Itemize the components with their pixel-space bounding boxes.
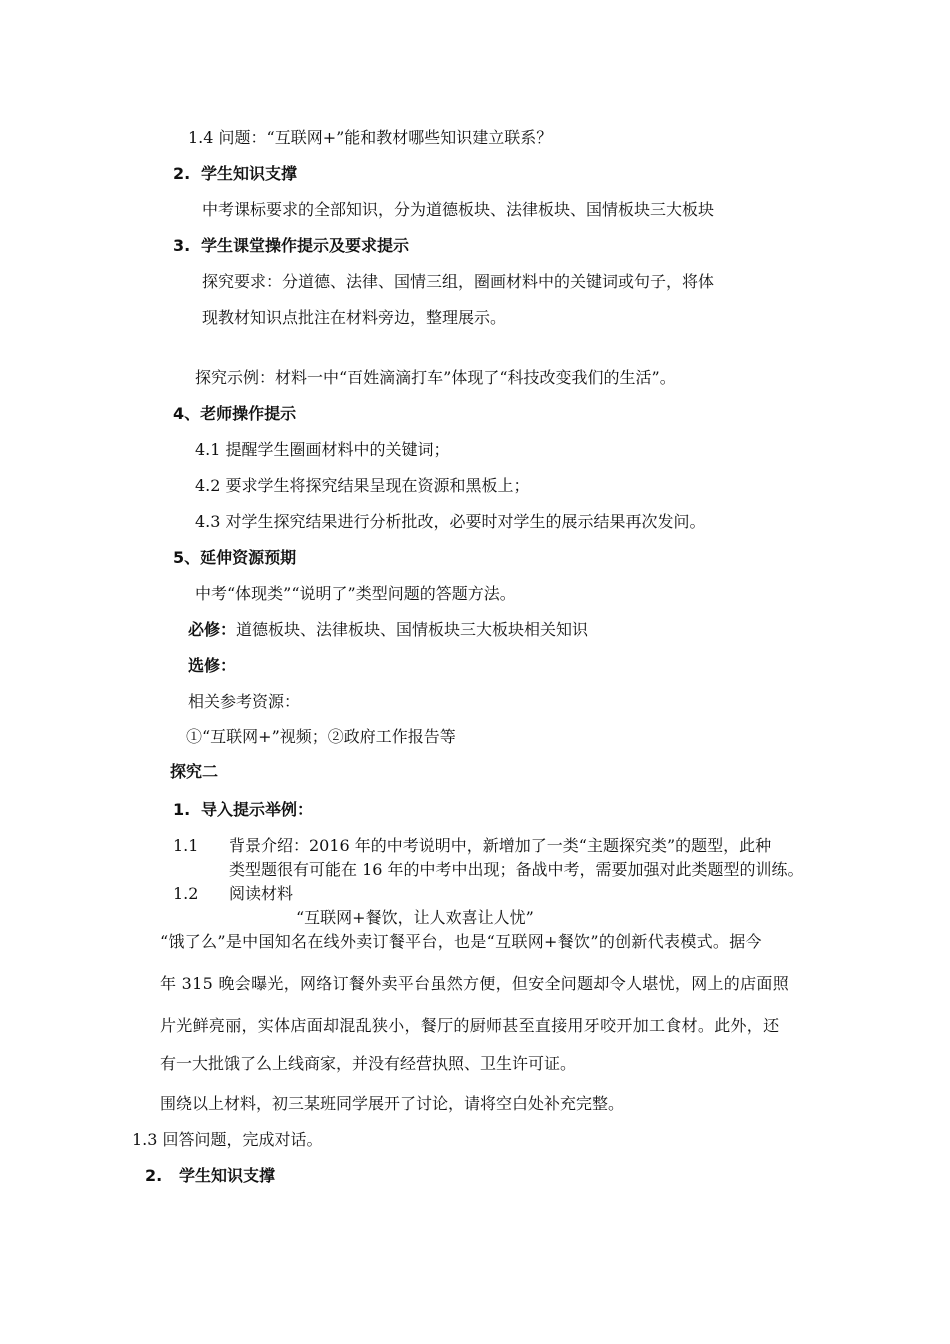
section-heading-5: 5、延伸资源预期 (173, 548, 297, 567)
heading-number: 2. (173, 164, 191, 183)
item-number: 1.1 (173, 836, 199, 855)
teacher-tip-4-2: 4.2 要求学生将探究结果呈现在资源和黑板上； (195, 476, 530, 495)
heading-number: 2. (145, 1166, 163, 1185)
section-heading-3 (173, 236, 409, 256)
inquiry-two-heading: 探究二 (170, 762, 219, 781)
item-text: 背景介绍：2016 年的中考说明中，新增加了一类“主题探究类”的题型，此种 (229, 836, 772, 855)
question-1-3: 1.3 回答问题，完成对话。 (132, 1130, 323, 1149)
material-paragraph-line-2: 年 315 晚会曝光，网络订餐外卖平台虽然方便，但安全问题却令人堪忧，网上的店面照 (160, 974, 790, 993)
inquiry-example: 探究示例：材料一中“百姓滴滴打车”体现了“科技改变我们的生活”。 (195, 368, 676, 387)
required-text: 道德板块、法律板块、国情板块三大板块相关知识 (236, 620, 589, 639)
knowledge-support-text: 中考课标要求的全部知识，分为道德板块、法律板块、国情板块三大板块 (202, 200, 715, 219)
item-number: 1.2 (173, 884, 199, 903)
required-label: 必修： (188, 620, 237, 639)
material-title: “互联网+餐饮，让人欢喜让人忧” (296, 908, 534, 927)
section-heading-2 (173, 164, 297, 184)
inquiry-requirement-line-2: 现教材知识点批注在材料旁边，整理展示。 (202, 308, 507, 327)
question-1-4: 1.4 问题：“互联网+”能和教材哪些知识建立联系？ (188, 128, 553, 147)
background-intro-continued: 类型题很有可能在 16 年的中考中出现；备战中考，需要加强对此类题型的训练。 (229, 860, 804, 879)
exam-method-text: 中考“体现类”“说明了”类型问题的答题方法。 (195, 584, 516, 603)
heading-text: 学生知识支撑 (201, 164, 298, 183)
reference-resources-list: ①“互联网+”视频；②政府工作报告等 (186, 727, 456, 746)
intro-heading (173, 800, 313, 820)
background-intro (173, 836, 771, 856)
reference-resources-label: 相关参考资源： (188, 692, 301, 711)
section-heading-4: 4、老师操作提示 (173, 404, 297, 423)
section-heading-2-second (145, 1166, 275, 1186)
item-text: 阅读材料 (229, 884, 294, 903)
heading-text: 学生知识支撑 (179, 1166, 276, 1185)
heading-number: 3. (173, 236, 191, 255)
discussion-instruction: 围绕以上材料，初三某班同学展开了讨论，请将空白处补充完整。 (160, 1094, 625, 1113)
inquiry-requirement-line-1: 探究要求：分道德、法律、国情三组，圈画材料中的关键词或句子，将体 (202, 272, 715, 291)
teacher-tip-4-3: 4.3 对学生探究结果进行分析批改，必要时对学生的展示结果再次发问。 (195, 512, 706, 531)
heading-text: 学生课堂操作提示及要求提示 (201, 236, 410, 255)
material-paragraph-line-4: 有一大批饿了么上线商家，并没有经营执照、卫生许可证。 (160, 1054, 577, 1073)
material-paragraph-line-3: 片光鲜亮丽，实体店面却混乱狭小，餐厅的厨师甚至直接用牙咬开加工食材。此外，还 (160, 1016, 780, 1035)
teacher-tip-4-1: 4.1 提醒学生圈画材料中的关键词； (195, 440, 450, 459)
elective-label: 选修： (188, 656, 237, 675)
heading-number: 1. (173, 800, 191, 819)
heading-text: 导入提示举例： (201, 800, 314, 819)
material-paragraph-line-1: “饿了么”是中国知名在线外卖订餐平台，也是“互联网+餐饮”的创新代表模式。据今 (160, 932, 762, 951)
required-resources (188, 620, 588, 640)
reading-material-item (173, 884, 293, 904)
